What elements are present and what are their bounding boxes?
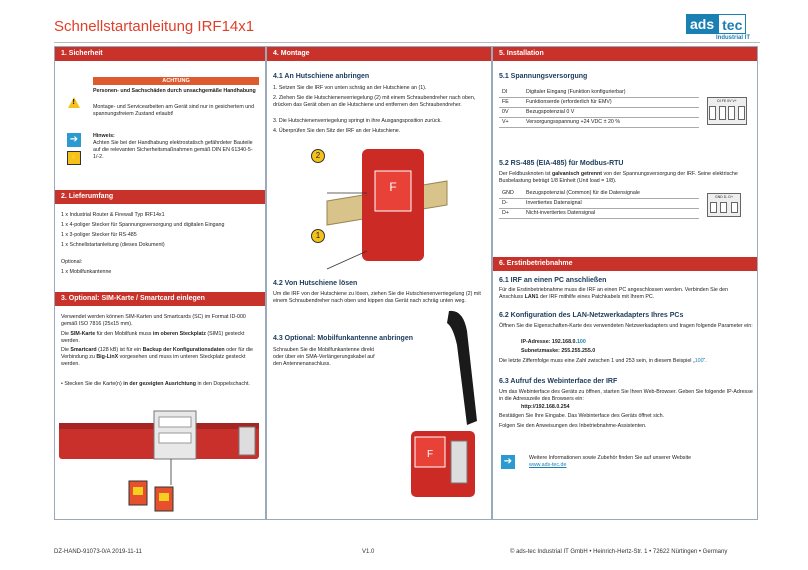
hint-title: Hinweis: bbox=[93, 133, 115, 139]
subnet-mask: Subnetzmaske: 255.255.255.0 bbox=[521, 348, 596, 354]
website-link[interactable]: www.ads-tec.de bbox=[529, 462, 567, 468]
section-title-lieferumfang: 2. Lieferumfang bbox=[55, 190, 265, 204]
warning-icon bbox=[68, 97, 80, 108]
logo-subtitle: Industrial IT bbox=[716, 35, 751, 41]
terminal-pin bbox=[738, 106, 745, 120]
device-logo-2: F bbox=[426, 449, 434, 460]
text-run: 100 bbox=[576, 339, 586, 345]
callout-line-1 bbox=[327, 251, 367, 269]
table-row bbox=[499, 97, 699, 107]
rs485-table bbox=[499, 188, 699, 219]
smartcard-paragraph bbox=[61, 347, 261, 368]
rs485-connector bbox=[707, 193, 741, 217]
text-run: für den Mobilfunk muss bbox=[95, 331, 153, 337]
text-run: Big-LinX bbox=[96, 354, 119, 360]
text-run: Backup der Konfigurationsdaten bbox=[142, 347, 225, 353]
terminal-pin bbox=[728, 106, 735, 120]
terminal-pin bbox=[719, 106, 726, 120]
power-table bbox=[499, 87, 699, 128]
pc-connect-text bbox=[499, 287, 753, 301]
sim2-slot bbox=[159, 433, 191, 443]
text-run: Die letzte Ziffernfolge muss eine Zahl zwischen 1 und 253 sein, in diesem Beispiel „ bbox=[499, 358, 695, 364]
text-run: oder für die Verbindung zu bbox=[61, 347, 253, 360]
terminal-pin bbox=[720, 202, 727, 213]
subsection-title: 4.3 Optional: Mobilfunkantenne anbringen bbox=[273, 335, 414, 342]
confirm-text: Bestätigen Sie Ihre Eingabe. Das Webinterface des Geräts öffnet sich. bbox=[499, 413, 664, 419]
power-connector bbox=[707, 97, 747, 125]
table-row bbox=[499, 208, 699, 218]
pin-desc: Bezugspotenzial (Common) für die Datensignale bbox=[523, 188, 699, 198]
pin-desc: Bezugspotenzial 0 V bbox=[523, 107, 699, 117]
rs485-connector-pins bbox=[708, 202, 740, 213]
hint-text: Achten Sie bei der Handhabung elektrostatisch gefährdeter Bauteile auf die relevanten Sicherheitsmaßnahmen gemäß DIN EN 61340-5-1/-2. bbox=[93, 140, 253, 160]
delivery-item: 1 x 4-poliger Stecker für Spannungsversorgung und digitalen Eingang bbox=[61, 222, 225, 228]
text-run: Die bbox=[61, 331, 71, 337]
section-title-montage: 4. Montage bbox=[267, 47, 491, 61]
sim-intro: Verwendet werden können SIM-Karten und Smartcards (SC) im Format ID-000 gemäß ISO 7816 (25x15 mm). bbox=[61, 314, 246, 327]
text-run: Die bbox=[61, 347, 71, 353]
pin-name: D+ bbox=[499, 208, 523, 218]
optional-item: 1 x Mobilfunkantenne bbox=[61, 269, 112, 275]
arrow-right-icon: ➔ bbox=[501, 455, 515, 469]
page-title: Schnellstartanleitung IRF14x1 bbox=[54, 18, 255, 35]
lan-config-text: Öffnen Sie die Eigenschaften-Karte des verwendeten Netzwerkadapters und tragen folgende Parameter ein: bbox=[499, 323, 753, 329]
doc-id: DZ-HAND-91073-0/A 2019-11-11 bbox=[54, 549, 142, 555]
subsection-title: 6.3 Aufruf des Webinterface der IRF bbox=[499, 378, 618, 385]
company-address: © ads-tec Industrial IT GmbH • Heinrich-Hertz-Str. 1 • 72622 Nürtingen • Germany bbox=[510, 549, 728, 555]
sim-bullet: • Stecken Sie die Karte(n) in der gezeigten Ausrichtung in den Doppelschacht. bbox=[61, 381, 250, 387]
text-run: vorgesehen und muss im unteren Steckplatz gesteckt werden. bbox=[61, 354, 246, 367]
doc-version: V1.0 bbox=[362, 549, 375, 555]
mount-step: 2. Ziehen Sie die Hutschienenverriegelung (2) mit einem Schraubendreher nach oben, drücken das Gerät oben an die Hutschiene und entfernen den Schraubendreher. bbox=[273, 95, 476, 108]
section-title-sim: 3. Optional: SIM-Karte / Smartcard einlegen bbox=[55, 292, 265, 306]
pin-desc: Invertiertes Datensignal bbox=[523, 198, 699, 208]
text-run: galvanisch getrennt bbox=[552, 171, 603, 177]
end-connector bbox=[239, 427, 255, 455]
warning-label bbox=[93, 77, 259, 85]
text-run: Der Feldbusknoten ist bbox=[499, 171, 552, 177]
pin-desc: Versorgungsspannung +24 VDC ± 20 % bbox=[523, 117, 699, 127]
terminal-pin bbox=[731, 202, 738, 213]
text-run: in der gezeigten Ausrichtung bbox=[123, 381, 197, 387]
text-run: LAN1 bbox=[524, 294, 539, 300]
arrow-right-icon: ➔ bbox=[67, 133, 81, 147]
column-safety bbox=[54, 46, 266, 520]
pin-name: 0V bbox=[499, 107, 523, 117]
webinterface-url: http://192.168.0.254 bbox=[521, 404, 570, 410]
antenna-text: Schrauben Sie die Mobilfunkantenne direkt oder über ein SMA-Verlängerungskabel auf den Antennenanschluss. bbox=[273, 347, 375, 367]
power-connector-pins bbox=[708, 106, 746, 120]
optional-label: Optional: bbox=[61, 259, 83, 265]
power-connector-label: DI FE 0V V+ bbox=[717, 99, 737, 103]
sim-paragraph bbox=[61, 331, 261, 345]
antenna bbox=[447, 311, 477, 425]
callout-2: 2 bbox=[311, 149, 325, 163]
subsection-title: 4.1 An Hutschiene anbringen bbox=[273, 73, 370, 80]
logo-tec: tec bbox=[718, 14, 746, 34]
pin-name: GND bbox=[499, 188, 523, 198]
pin-name: DI bbox=[499, 87, 523, 97]
pin-desc: Nicht-invertiertes Datensignal bbox=[523, 208, 699, 218]
ip-address bbox=[521, 339, 586, 346]
column-installation bbox=[492, 46, 758, 520]
mount-step: 3. Die Hutschienenverriegelung springt in ihre Ausgangsposition zurück. bbox=[273, 118, 442, 124]
section-title-installation: 5. Installation bbox=[493, 47, 757, 61]
section-title-sicherheit: 1. Sicherheit bbox=[55, 47, 265, 61]
text-run: von der Spannungsversorgung der IRF. Seine elektrische Busbelastung beträgt 1/8 Einheit (Unit load = 1/8). bbox=[499, 171, 738, 184]
warning-title: Personen- und Sachschäden durch unsachgemäße Handhabung bbox=[93, 88, 256, 94]
subsection-title: 6.2 Konfiguration des LAN-Netzwerkadapters Ihres PCs bbox=[499, 312, 684, 319]
unmount-text: Um die IRF von der Hutschiene zu lösen, ziehen Sie die Hutschienenverriegelung (2) mit einem Schraubendreher nach oben und kippen das Gerät nach schräg unten weg. bbox=[273, 291, 481, 304]
terminal-pin bbox=[710, 202, 717, 213]
delivery-item: 1 x Industrial Router & Firewall Typ IRF14x1 bbox=[61, 212, 165, 218]
subsection-title: 6.1 IRF an einen PC anschließen bbox=[499, 277, 607, 284]
smart-chip bbox=[159, 493, 169, 501]
text-run: Stecken Sie die Karte(n) bbox=[64, 381, 124, 387]
rs485-text bbox=[499, 171, 753, 185]
warning-text: Montage- und Servicearbeiten am Gerät sind nur in gesichertem und spannungsfreiem Zustand erlaubt! bbox=[93, 104, 255, 117]
warning-label-text: ACHTUNG bbox=[162, 78, 190, 84]
assistant-text: Folgen Sie den Anweisungen des Inbetriebnahme-Assistenten. bbox=[499, 423, 647, 429]
din-rail-illustration bbox=[307, 141, 457, 271]
text-run: (SIM1) gesteckt werden. bbox=[61, 331, 245, 344]
sim1-slot bbox=[159, 417, 191, 427]
terminal-pin bbox=[709, 106, 716, 120]
table-row bbox=[499, 87, 699, 97]
lan-ports bbox=[451, 441, 467, 483]
mount-step: 1. Setzen Sie die IRF von unten schräg an der Hutschiene an (1). bbox=[273, 85, 427, 91]
text-run: im oberen Steckplatz bbox=[152, 331, 206, 337]
text-run: Smartcard bbox=[70, 347, 97, 353]
text-run: der IRF mithilfe eines Patchkabels mit Ihrem PC. bbox=[538, 294, 655, 300]
pin-name: V+ bbox=[499, 117, 523, 127]
delivery-item: 1 x 3-poliger Stecker für RS-485 bbox=[61, 232, 137, 238]
device-logo: F bbox=[389, 180, 397, 194]
subsection-title: 4.2 Von Hutschiene lösen bbox=[273, 280, 358, 287]
table-row bbox=[499, 107, 699, 117]
text-run: (128 kB) ist für ein bbox=[96, 347, 143, 353]
text-run: 100 bbox=[694, 358, 704, 364]
subsection-title: 5.2 RS-485 (EIA-485) für Modbus-RTU bbox=[499, 160, 624, 167]
ads-tec-logo bbox=[686, 14, 758, 42]
pin-desc: Digitaler Eingang (Funktion konfigurierbar) bbox=[523, 87, 699, 97]
logo-ads: ads bbox=[686, 14, 718, 34]
antenna-illustration bbox=[397, 305, 487, 501]
text-run: in den Doppelschacht. bbox=[196, 381, 250, 387]
sim-chip bbox=[133, 487, 143, 495]
table-row bbox=[499, 117, 699, 127]
mount-step: 4. Überprüfen Sie den Sitz der IRF an der Hutschiene. bbox=[273, 128, 401, 134]
header-divider bbox=[54, 42, 760, 43]
sim-slot-illustration bbox=[59, 407, 263, 519]
callout-1: 1 bbox=[311, 229, 325, 243]
rs485-connector-label: GND D- D+ bbox=[715, 195, 733, 199]
table-row bbox=[499, 188, 699, 198]
pin-name: D- bbox=[499, 198, 523, 208]
esd-icon: ⚡ bbox=[67, 151, 81, 165]
pin-name: FE bbox=[499, 97, 523, 107]
info-text: Weitere Informationen sowie Zubehör finden Sie auf unserer Website bbox=[529, 455, 692, 461]
logo-box bbox=[686, 14, 758, 34]
text-run: Für die Erstinbetriebnahme muss die IRF an einen PC angeschlossen werden. Verbinden Sie den Anschluss bbox=[499, 287, 729, 300]
ip-note bbox=[499, 358, 753, 365]
section-title-erstinbetriebnahme: 6. Erstinbetriebnahme bbox=[493, 257, 757, 271]
text-run: “. bbox=[703, 358, 707, 364]
column-montage bbox=[266, 46, 492, 520]
webinterface-text: Um das Webinterface des Geräts zu öffnen, starten Sie Ihren Web-Browser. Geben Sie folgende IP-Adresse in die Adresszeile des Browsers ein: bbox=[499, 389, 753, 402]
subsection-title: 5.1 Spannungsversorgung bbox=[499, 73, 588, 80]
text-run: SIM-Karte bbox=[70, 331, 96, 337]
delivery-item: 1 x Schnellstartanleitung (dieses Dokument) bbox=[61, 242, 165, 248]
text-run: IP-Adresse: 192.168.0. bbox=[521, 339, 577, 345]
table-row bbox=[499, 198, 699, 208]
pin-desc: Funktionserde (erforderlich für EMV) bbox=[523, 97, 699, 107]
